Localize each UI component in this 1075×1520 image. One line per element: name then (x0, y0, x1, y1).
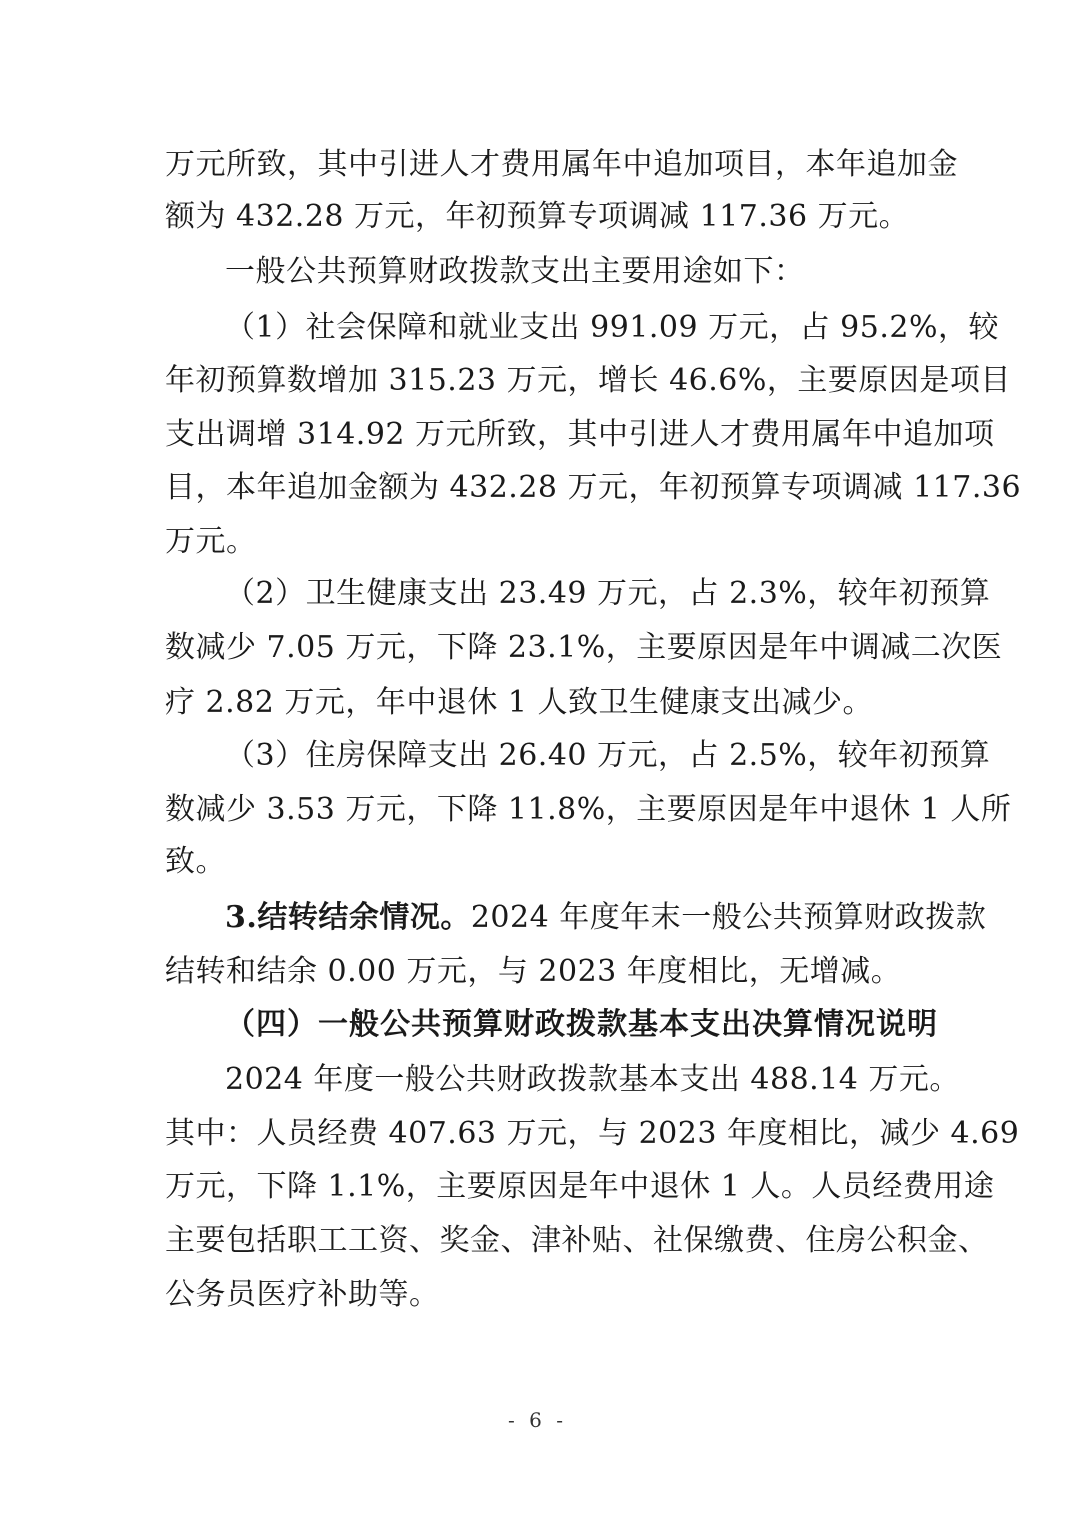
paragraph-line: 数减少 7.05 万元，下降 23.1%，主要原因是年中调减二次医 (165, 630, 1003, 665)
paragraph-line: （2）卫生健康支出 23.49 万元，占 2.3%，较年初预算 (225, 576, 991, 611)
section-heading: （四）一般公共预算财政拨款基本支出决算情况说明 (225, 1007, 938, 1042)
page-number: - 6 - (508, 1408, 567, 1432)
paragraph-line: 结转和结余 0.00 万元，与 2023 年度相比，无增减。 (165, 954, 902, 989)
paragraph-line: 疗 2.82 万元，年中退休 1 人致卫生健康支出减少。 (165, 685, 874, 720)
paragraph-line: 万元，下降 1.1%，主要原因是年中退休 1 人。人员经费用途 (165, 1169, 995, 1204)
paragraph-line: 年初预算数增加 315.23 万元，增长 46.6%，主要原因是项目 (165, 363, 1011, 398)
paragraph-line: 支出调增 314.92 万元所致，其中引进人才费用属年中追加项 (165, 417, 995, 452)
paragraph-line: 致。 (165, 844, 226, 879)
paragraph-line: 2024 年度一般公共财政拨款基本支出 488.14 万元。 (225, 1062, 960, 1097)
paragraph-line: 一般公共预算财政拨款支出主要用途如下： (225, 254, 805, 289)
paragraph-line: 数减少 3.53 万元，下降 11.8%，主要原因是年中退休 1 人所 (165, 792, 1012, 827)
carryover-label: 3.结转结余情况。 (225, 900, 471, 935)
paragraph-line: （1）社会保障和就业支出 991.09 万元，占 95.2%，较 (225, 310, 999, 345)
paragraph-line: 目，本年追加金额为 432.28 万元，年初预算专项调减 117.36 (165, 470, 1022, 505)
paragraph-line: 公务员医疗补助等。 (165, 1277, 440, 1312)
paragraph-line: 万元。 (165, 524, 257, 559)
paragraph-line: 万元所致，其中引进人才费用属年中追加项目，本年追加金 (165, 147, 958, 182)
paragraph-line: （3）住房保障支出 26.40 万元，占 2.5%，较年初预算 (225, 738, 991, 773)
carryover-text: 2024 年度年末一般公共预算财政拨款 (470, 900, 987, 935)
carryover-line (225, 891, 987, 945)
paragraph-line: 其中：人员经费 407.63 万元，与 2023 年度相比，减少 4.69 (165, 1116, 1020, 1151)
paragraph-line: 主要包括职工工资、奖金、津补贴、社保缴费、住房公积金、 (165, 1223, 989, 1258)
paragraph-line: 额为 432.28 万元，年初预算专项调减 117.36 万元。 (165, 199, 910, 234)
